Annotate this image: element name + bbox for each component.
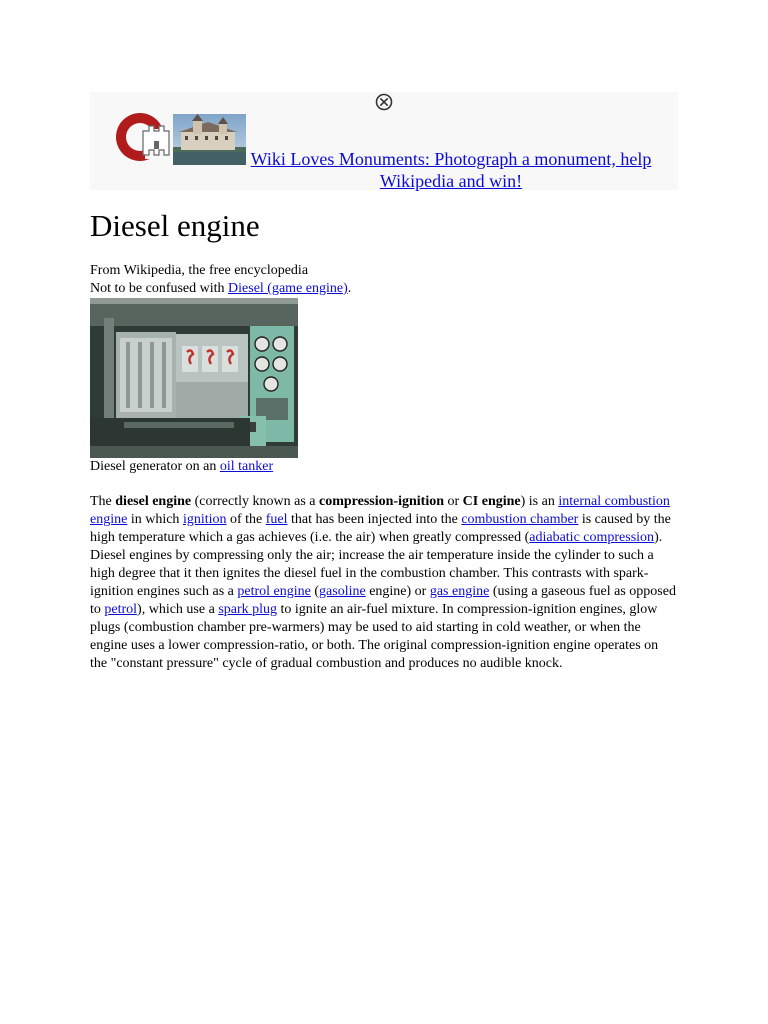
paragraph-text: ), which use a — [137, 602, 219, 617]
paragraph-text: to ignite an air-fuel mixture. In compression-ignition engines, glow plugs (combustion chamber pre-warmers) may be used to aid starting in cold weather, or when the engine uses a lower compression-ratio, or both. The original compression-ignition engine operates on the "constant pressure" cycle of gradual combustion and produces no audible knock. — [90, 602, 659, 671]
paragraph-text: engine) or — [365, 584, 430, 599]
paragraph-text: (using a gaseous fuel as opposed to — [90, 584, 676, 617]
wiki-loves-monuments-link[interactable]: Wiki Loves Monuments: Photograph a monument, help Wikipedia and win! — [250, 149, 652, 191]
gas-engine-link[interactable]: gas engine — [429, 584, 490, 599]
bold-term-diesel-engine: diesel engine — [115, 494, 192, 509]
petrol-engine-link[interactable]: petrol engine — [237, 584, 311, 599]
bold-term-ci-engine: CI engine — [462, 494, 521, 509]
paragraph-text: that has been injected into the — [287, 512, 462, 527]
spark-plug-link[interactable]: spark plug — [218, 602, 278, 617]
bold-term-compression-ignition: compression-ignition — [319, 494, 444, 509]
hatnote — [90, 280, 680, 298]
intro-paragraph — [90, 493, 678, 673]
paragraph-text: The — [90, 494, 116, 509]
oil-tanker-link[interactable]: oil tanker — [219, 459, 274, 474]
banner-notice — [90, 92, 678, 190]
paragraph-text: or — [444, 494, 463, 509]
paragraph-text: in which — [127, 512, 183, 527]
diesel-game-engine-link[interactable]: Diesel (game engine) — [228, 281, 348, 296]
page-title: Diesel engine — [90, 208, 260, 243]
gasoline-link[interactable]: gasoline — [319, 584, 366, 599]
castle-photo-icon[interactable] — [173, 114, 246, 165]
from-wikipedia-line: From Wikipedia, the free encyclopedia — [90, 263, 309, 278]
paragraph-text: ( — [310, 584, 320, 599]
image-caption — [90, 458, 680, 476]
hatnote-text: Not to be confused with — [90, 281, 229, 296]
ignition-link[interactable]: ignition — [182, 512, 227, 527]
diesel-generator-photo-icon[interactable] — [90, 298, 298, 458]
paragraph-text: ) is an — [520, 494, 559, 509]
caption-text: Diesel generator on an — [90, 459, 220, 474]
wiki-loves-monuments-logo-icon[interactable] — [115, 111, 173, 165]
internal-combustion-engine-link[interactable]: internal combustion engine — [90, 494, 670, 527]
paragraph-text: (correctly known as a — [191, 494, 320, 509]
combustion-chamber-link[interactable]: combustion chamber — [461, 512, 579, 527]
fuel-link[interactable]: fuel — [265, 512, 288, 527]
petrol-link[interactable]: petrol — [104, 602, 138, 617]
adiabatic-compression-link[interactable]: adiabatic compression — [529, 530, 655, 545]
paragraph-text: ). Diesel engines by compressing only the air; increase the air temperature inside the cylinder to such a high degree that it then ignites the diesel fuel in the combustion chamber. This contrasts with spark-ignition engines such as a — [90, 530, 663, 599]
close-icon[interactable] — [374, 92, 394, 112]
hatnote-period: . — [347, 281, 352, 296]
paragraph-text: is caused by the high temperature which a gas achieves (i.e. the air) when greatly compressed ( — [90, 512, 671, 545]
paragraph-text: of the — [226, 512, 266, 527]
